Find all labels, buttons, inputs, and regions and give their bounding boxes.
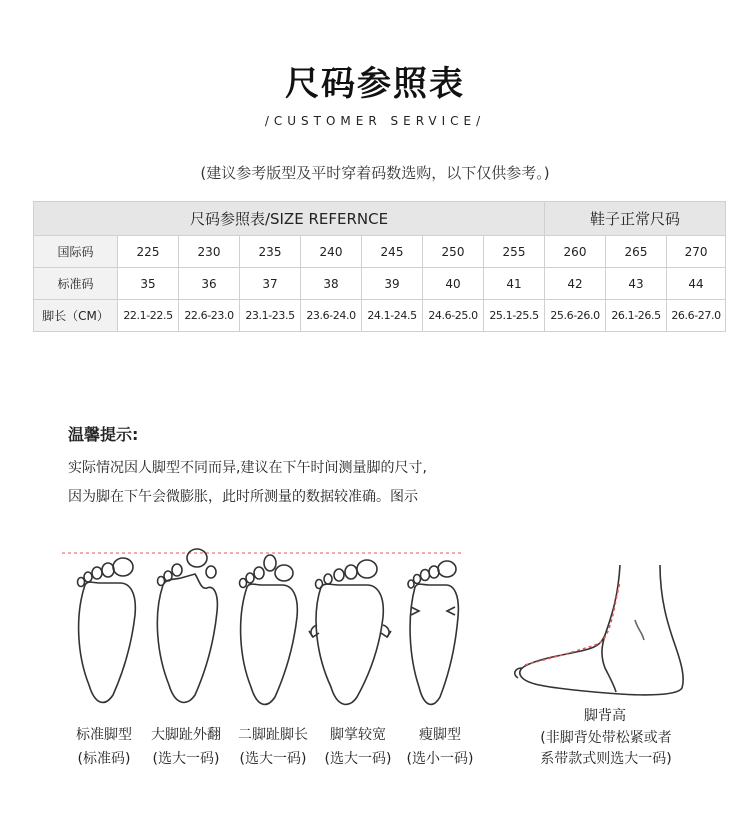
- table-cell: 250: [423, 236, 484, 268]
- bunion-foot-icon: [157, 549, 217, 702]
- table-cell: 42: [545, 268, 606, 300]
- instep-note-line2: 系带款式则选大一码): [540, 751, 672, 767]
- table-cell: 43: [606, 268, 667, 300]
- table-cell: 230: [179, 236, 240, 268]
- table-cell: 39: [362, 268, 423, 300]
- size-note: (建议参考版型及平时穿着码数选购，以下仅供参考。): [200, 164, 550, 182]
- foot-type-advice: (选小一码): [406, 751, 474, 767]
- instep-label: 脚背高: [584, 708, 626, 724]
- foot-type-label: 瘦脚型: [419, 727, 461, 743]
- row-label: 脚长（CM）: [34, 300, 118, 332]
- foot-type-label: 标准脚型: [76, 727, 132, 743]
- table-cell: 35: [118, 268, 179, 300]
- table-cell: 36: [179, 268, 240, 300]
- long-second-toe-foot-icon: [240, 555, 298, 704]
- wide-foot-icon: [309, 560, 391, 704]
- page-subtitle: /CUSTOMER SERVICE/: [264, 114, 486, 128]
- instep-foot-icon: [515, 565, 683, 695]
- table-cell: 37: [240, 268, 301, 300]
- table-cell: 245: [362, 236, 423, 268]
- table-cell: 240: [301, 236, 362, 268]
- table-cell: 22.6-23.0: [179, 300, 240, 332]
- foot-type-advice: (选大一码): [239, 751, 307, 767]
- table-cell: 23.6-24.0: [301, 300, 362, 332]
- table-cell: 24.6-25.0: [423, 300, 484, 332]
- foot-type-label: 脚掌较宽: [330, 727, 386, 743]
- foot-type-advice: (标准码): [77, 751, 131, 767]
- table-cell: 255: [484, 236, 545, 268]
- table-cell: 25.1-25.5: [484, 300, 545, 332]
- tips-title: 温馨提示:: [68, 425, 139, 444]
- table-cell: 225: [118, 236, 179, 268]
- table-cell: 24.1-24.5: [362, 300, 423, 332]
- table-cell: 26.6-27.0: [667, 300, 726, 332]
- foot-type-label: 二脚趾脚长: [238, 727, 308, 743]
- row-label: 国际码: [34, 236, 118, 268]
- table-title: 尺码参照表/SIZE REFERNCE: [34, 202, 545, 236]
- table-cell: 44: [667, 268, 726, 300]
- table-cell: 25.6-26.0: [545, 300, 606, 332]
- table-cell: 40: [423, 268, 484, 300]
- foot-type-advice: (选大一码): [324, 751, 392, 767]
- table-cell: 38: [301, 268, 362, 300]
- table-cell: 265: [606, 236, 667, 268]
- row-label: 标准码: [34, 268, 118, 300]
- page-title: 尺码参照表: [285, 64, 465, 104]
- table-cell: 260: [545, 236, 606, 268]
- tips-text-line1: 实际情况因人脚型不同而异,建议在下午时间测量脚的尺寸,: [68, 460, 427, 476]
- table-cell: 22.1-22.5: [118, 300, 179, 332]
- table-cell: 26.1-26.5: [606, 300, 667, 332]
- tips-text-line2: 因为脚在下午会微膨胀，此时所测量的数据较准确。图示: [68, 489, 418, 505]
- table-cell: 41: [484, 268, 545, 300]
- instep-note-line1: (非脚背处带松紧或者: [540, 730, 672, 746]
- table-category: 鞋子正常尺码: [545, 202, 726, 236]
- foot-type-label: 大脚趾外翻: [151, 727, 221, 743]
- table-cell: 270: [667, 236, 726, 268]
- narrow-foot-icon: [408, 561, 458, 704]
- table-cell: 23.1-23.5: [240, 300, 301, 332]
- foot-type-advice: (选大一码): [152, 751, 220, 767]
- table-cell: 235: [240, 236, 301, 268]
- standard-foot-icon: [78, 558, 136, 702]
